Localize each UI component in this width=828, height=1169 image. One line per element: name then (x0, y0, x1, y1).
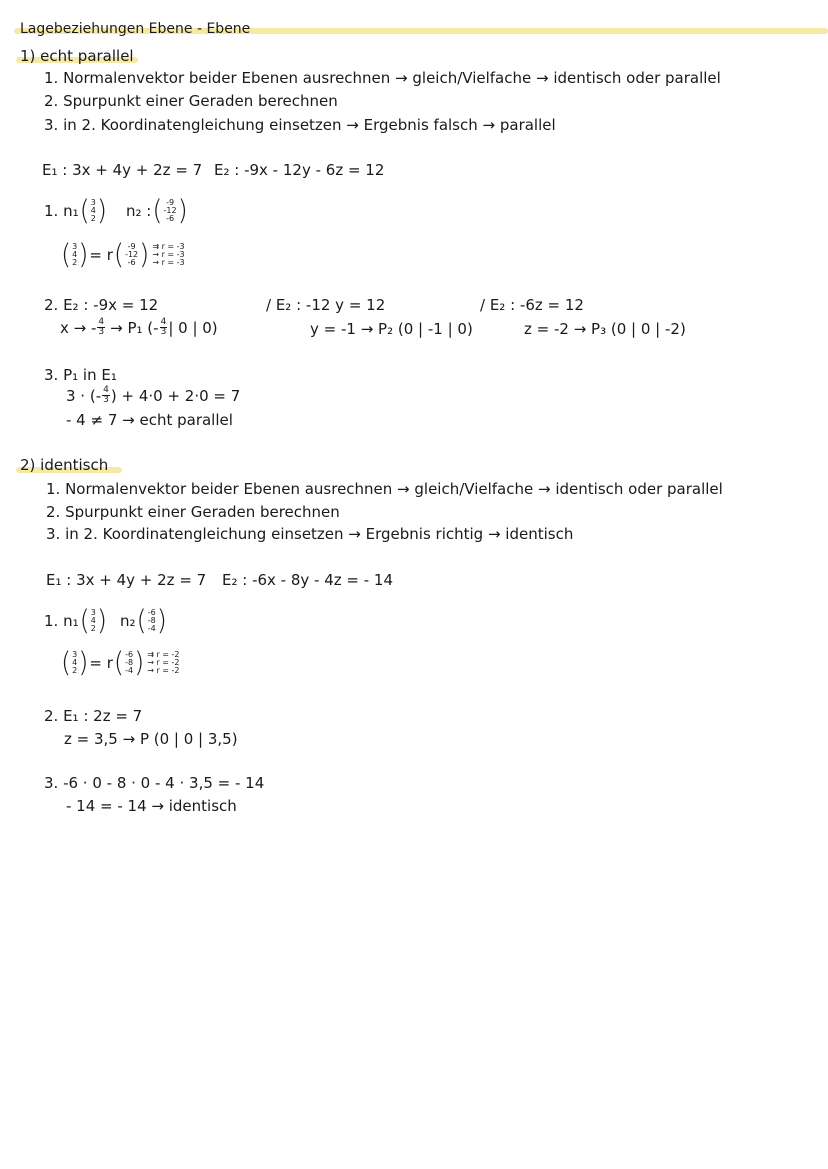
vector-entry: 4 (90, 616, 96, 625)
trace1-fraction (97, 318, 105, 337)
vector-entry: -6 (127, 258, 136, 267)
r-result: r = -3 (161, 258, 185, 267)
vector-entry: 2 (72, 258, 78, 267)
vector-entry: -8 (147, 616, 156, 625)
section1-n2-vector: ( -9 -12 -6 ) (152, 195, 188, 227)
vector-entry: -4 (125, 666, 134, 675)
fraction-numerator: 4 (103, 385, 109, 395)
section1-trace1-head: 2. E₂ : -9x = 12 (44, 296, 159, 314)
vector-entry: 2 (90, 624, 96, 633)
r-result: r = -2 (156, 650, 180, 659)
section1-eq-right-vector: ( -9 -12 -6 ) (113, 239, 150, 271)
vector-entry: 4 (72, 658, 78, 667)
vector-entry: -9 (127, 242, 136, 251)
vector-entry: 3 (72, 650, 78, 659)
r-result: r = -2 (156, 658, 180, 667)
section1-result: - 4 ≠ 7 → echt parallel (66, 411, 233, 429)
vector-entry: 3 (72, 242, 78, 251)
fraction-denominator: 3 (103, 395, 109, 405)
section1-check-head: 3. P₁ in E₁ (44, 366, 117, 384)
section2-plane-e1: E₁ : 3x + 4y + 2z = 7 (46, 571, 207, 589)
section1-plane-e1: E₁ : 3x + 4y + 2z = 7 (42, 161, 203, 179)
section1-plane-e2: E₂ : -9x - 12y - 6z = 12 (214, 161, 385, 179)
page-title: Lagebeziehungen Ebene - Ebene (20, 21, 251, 37)
section2-result: - 14 = - 14 → identisch (66, 797, 237, 815)
section2-check: 3. -6 · 0 - 8 · 0 - 4 · 3,5 = - 14 (44, 774, 265, 792)
fraction-numerator: 4 (160, 317, 167, 327)
check-pre: 3 · (- (66, 386, 102, 405)
vector-entry: -9 (166, 198, 175, 207)
trace1-pre: x → - (60, 318, 97, 337)
vector-entry: 4 (72, 250, 78, 259)
trace1-end: | 0 | 0) (168, 318, 218, 337)
vector-entry: -8 (125, 658, 134, 667)
trace1-mid: → P₁ (- (110, 318, 159, 337)
section2-n1-label: 1. n₁ (44, 612, 79, 630)
vector-entry: 2 (90, 214, 96, 223)
fraction-denominator: 3 (160, 327, 167, 337)
section2-trace-solution: z = 3,5 → P (0 | 0 | 3,5) (64, 730, 238, 748)
section1-n2-label: n₂ : (126, 202, 152, 220)
section1-heading: 1) echt parallel (20, 47, 134, 65)
fraction-denominator: 3 (98, 327, 105, 337)
section2-normal-vectors (44, 605, 168, 637)
r-result: r = -2 (156, 666, 180, 675)
r-result: r = -3 (161, 250, 185, 259)
section1-step-1: 1. Normalenvektor beider Ebenen ausrechnen → gleich/Vielfache → identisch oder parallel (44, 69, 721, 87)
section1-trace3-solution: z = -2 → P₃ (0 | 0 | -2) (524, 320, 686, 338)
section2-eq-r: = r (89, 654, 113, 672)
section2-n2-vector: ( -6 -8 -4 ) (136, 605, 167, 637)
vector-entry: -12 (125, 250, 139, 259)
section2-step-3: 3. in 2. Koordinatengleichung einsetzen → Ergebnis richtig → identisch (46, 525, 574, 543)
section1-trace1-solution (60, 318, 218, 337)
fraction-numerator: 4 (98, 317, 105, 327)
vector-entry: -6 (166, 214, 175, 223)
vector-entry: 4 (90, 206, 96, 215)
check-fraction (102, 386, 110, 405)
section1-check-equation (66, 386, 240, 405)
section2-step-1: 1. Normalenvektor beider Ebenen ausrechnen → gleich/Vielfache → identisch oder parallel (46, 480, 723, 498)
section1-eq-results: ⇉ r = -3 → r = -3 → r = -3 (152, 242, 185, 267)
vector-entry: -12 (163, 206, 177, 215)
section2-heading: 2) identisch (20, 456, 109, 474)
trace1-point-fraction (160, 318, 168, 337)
section2-n2-label: n₂ (120, 612, 136, 630)
section1-n1-vector: ( 3 4 2 ) (79, 195, 108, 227)
vector-entry: 3 (90, 198, 96, 207)
section2-trace-head: 2. E₁ : 2z = 7 (44, 707, 143, 725)
section1-n1-label: 1. n₁ (44, 202, 79, 220)
section2-eq-right-vector: ( -6 -8 -4 ) (113, 647, 145, 679)
section2-eq-left-vector: ( 3 4 2 ) (61, 647, 89, 679)
section1-step-3: 3. in 2. Koordinatengleichung einsetzen → Ergebnis falsch → parallel (44, 116, 556, 134)
vector-entry: 3 (90, 608, 96, 617)
section2-multiple-equation (60, 647, 180, 679)
section1-trace2-head: / E₂ : -12 y = 12 (266, 296, 386, 314)
vector-entry: -4 (147, 624, 156, 633)
section1-multiple-equation (60, 239, 185, 271)
section1-trace2-solution: y = -1 → P₂ (0 | -1 | 0) (310, 320, 473, 338)
section2-eq-results: ⇉ r = -2 → r = -2 → r = -2 (147, 650, 180, 675)
vector-entry: 2 (72, 666, 78, 675)
r-result: r = -3 (161, 242, 185, 251)
section1-normal-vectors (44, 195, 189, 227)
section1-eq-r: = r (89, 246, 113, 264)
section2-step-2: 2. Spurpunkt einer Geraden berechnen (46, 503, 340, 521)
section1-eq-left-vector: ( 3 4 2 ) (61, 239, 89, 271)
check-post: ) + 4·0 + 2·0 = 7 (110, 386, 241, 405)
section2-n1-vector: ( 3 4 2 ) (79, 605, 108, 637)
section1-trace3-head: / E₂ : -6z = 12 (480, 296, 584, 314)
section2-plane-e2: E₂ : -6x - 8y - 4z = - 14 (222, 571, 394, 589)
vector-entry: -6 (125, 650, 134, 659)
section1-step-2: 2. Spurpunkt einer Geraden berechnen (44, 92, 338, 110)
vector-entry: -6 (147, 608, 156, 617)
